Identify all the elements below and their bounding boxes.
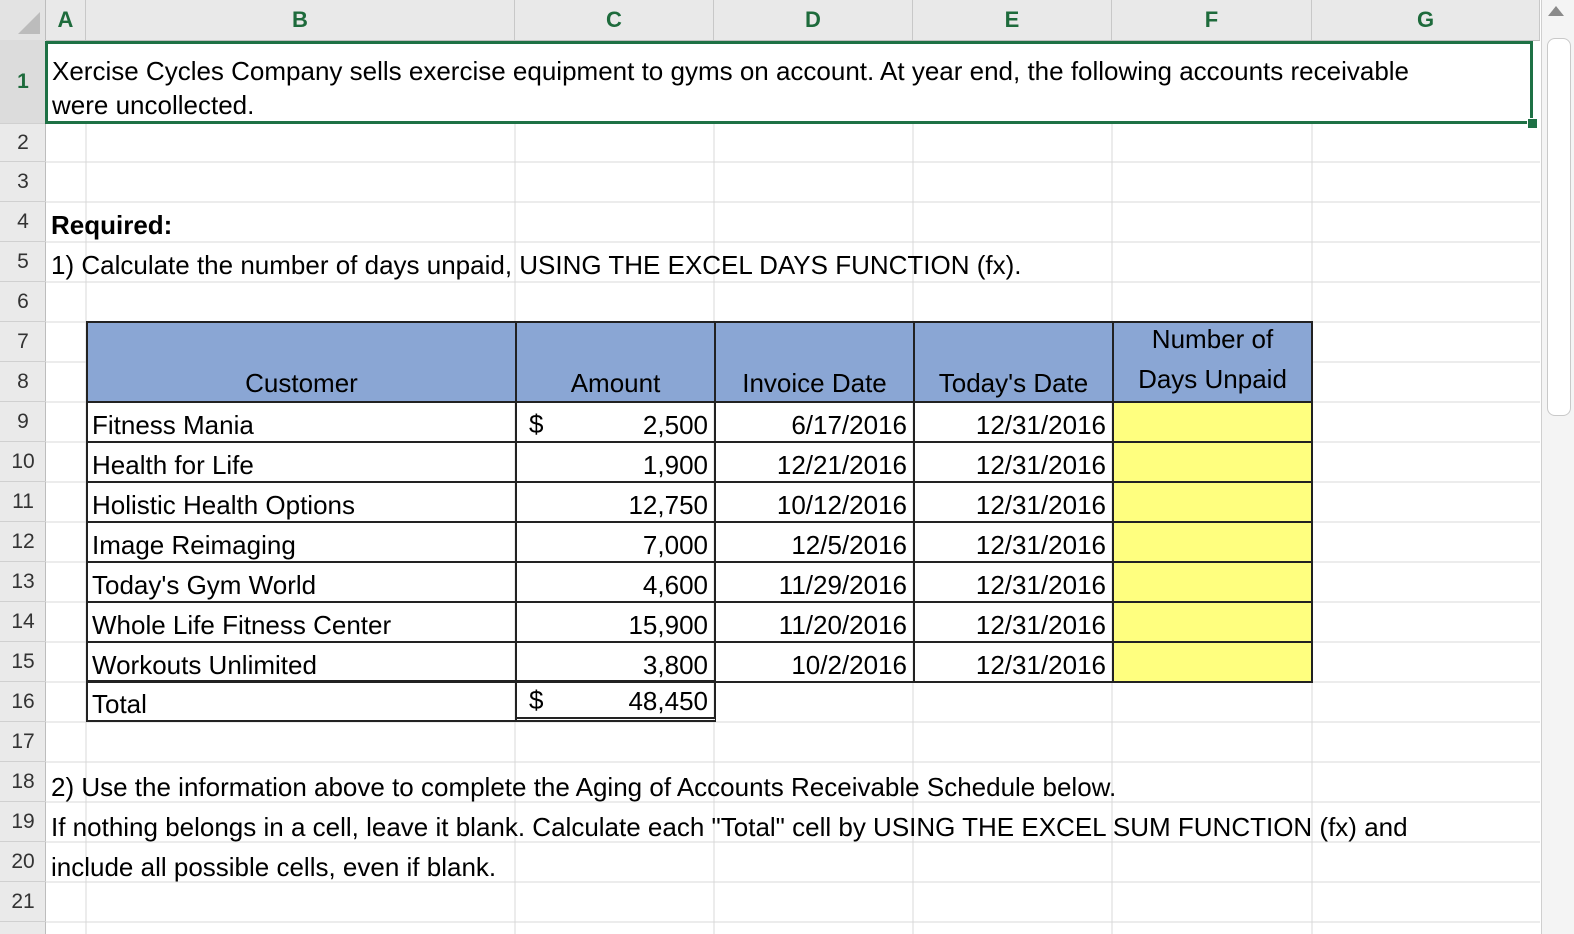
amount-value: 15,900 (628, 610, 708, 640)
total-amount: 48,450 (628, 686, 708, 716)
customer-value: Workouts Unlimited (92, 650, 317, 680)
column-header-f[interactable]: F (1112, 0, 1312, 40)
invoice-date-value: 11/20/2016 (778, 610, 907, 640)
days-unpaid-input[interactable] (1112, 401, 1313, 443)
total-label[interactable]: Total (86, 680, 517, 722)
amount-cell[interactable] (515, 441, 716, 483)
invoice-date-cell[interactable] (714, 521, 915, 563)
row-header-1[interactable]: 1 (0, 40, 46, 124)
scroll-up-icon[interactable] (1548, 6, 1564, 16)
amount-cell[interactable] (515, 641, 716, 683)
invoice-date-cell[interactable] (714, 481, 915, 523)
days-unpaid-input[interactable] (1112, 481, 1313, 523)
row-header-19[interactable]: 19 (0, 802, 46, 842)
customer-value: Fitness Mania (92, 410, 254, 440)
todays-date-cell[interactable] (913, 401, 1114, 443)
todays-date-cell[interactable] (913, 561, 1114, 603)
invoice-date-value: 12/5/2016 (791, 530, 907, 560)
instruction-3: If nothing belongs in a cell, leave it blank. Calculate each "Total" cell by USING THE EXCEL SUM FUNCTION (fx) and (51, 812, 1408, 842)
amount-cell[interactable] (515, 481, 716, 523)
customer-value: Image Reimaging (92, 530, 296, 560)
header-days-line-1: Number of (1151, 324, 1274, 354)
amount-cell[interactable] (515, 601, 716, 643)
amount-cell[interactable] (515, 521, 716, 563)
invoice-date-cell[interactable] (714, 641, 915, 683)
intro-line-1: Xercise Cycles Company sells exercise equipment to gyms on account. At year end, the following accounts receivable (52, 56, 1410, 86)
row-header-14[interactable]: 14 (0, 602, 46, 642)
row-header-11[interactable]: 11 (0, 482, 46, 522)
instruction-4: include all possible cells, even if blank. (51, 852, 497, 882)
customer-cell[interactable] (86, 481, 517, 523)
column-header-c[interactable]: C (515, 0, 714, 40)
customer-value: Whole Life Fitness Center (92, 610, 392, 640)
amount-value: 7,000 (642, 530, 708, 560)
header-todays-date[interactable]: Today's Date (913, 321, 1114, 403)
amount-value: 4,600 (642, 570, 708, 600)
invoice-date-value: 12/21/2016 (776, 450, 907, 480)
row-header-8[interactable]: 8 (0, 362, 46, 402)
instruction-2: 2) Use the information above to complete the Aging of Accounts Receivable Schedule below. (51, 772, 1117, 802)
amount-cell[interactable] (515, 561, 716, 603)
invoice-date-cell[interactable] (714, 561, 915, 603)
row-header-5[interactable]: 5 (0, 242, 46, 282)
intro-line-2: were uncollected. (52, 90, 255, 120)
days-unpaid-input[interactable] (1112, 441, 1313, 483)
invoice-date-value: 6/17/2016 (791, 410, 907, 440)
customer-cell[interactable] (86, 441, 517, 483)
row-header-15[interactable]: 15 (0, 642, 46, 682)
row-header-21[interactable]: 21 (0, 882, 46, 922)
fill-handle[interactable] (1527, 118, 1538, 129)
customer-value: Today's Gym World (92, 570, 317, 600)
todays-date-cell[interactable] (913, 601, 1114, 643)
row-header-3[interactable]: 3 (0, 162, 46, 202)
header-customer[interactable]: Customer (86, 321, 517, 403)
header-days-unpaid[interactable] (1112, 321, 1313, 403)
total-dollar-sign: $ (529, 685, 544, 715)
days-unpaid-input[interactable] (1112, 561, 1313, 603)
customer-cell[interactable] (86, 521, 517, 563)
row-header-9[interactable]: 9 (0, 402, 46, 442)
todays-date-value: 12/31/2016 (975, 570, 1106, 600)
todays-date-cell[interactable] (913, 441, 1114, 483)
invoice-date-cell[interactable] (714, 601, 915, 643)
row-header-13[interactable]: 13 (0, 562, 46, 602)
amount-cell[interactable] (515, 401, 716, 443)
invoice-date-cell[interactable] (714, 441, 915, 483)
column-header-b[interactable]: B (86, 0, 515, 40)
amount-value: 12,750 (628, 490, 708, 520)
customer-cell[interactable] (86, 641, 517, 683)
column-header-d[interactable]: D (714, 0, 913, 40)
todays-date-value: 12/31/2016 (975, 450, 1106, 480)
todays-date-value: 12/31/2016 (975, 610, 1106, 640)
scrollbar-thumb[interactable] (1547, 38, 1571, 416)
todays-date-value: 12/31/2016 (975, 650, 1106, 680)
row-header-2[interactable]: 2 (0, 124, 46, 162)
instruction-1: 1) Calculate the number of days unpaid, USING THE EXCEL DAYS FUNCTION (fx). (51, 250, 1022, 280)
row-header-4[interactable]: 4 (0, 202, 46, 242)
days-unpaid-input[interactable] (1112, 521, 1313, 563)
row-header-6[interactable]: 6 (0, 282, 46, 322)
header-days-line-2: Days Unpaid (1138, 364, 1287, 394)
total-amount-cell[interactable] (515, 680, 716, 722)
required-label: Required: (51, 210, 173, 240)
todays-date-value: 12/31/2016 (975, 530, 1106, 560)
amount-value: 1,900 (642, 450, 708, 480)
dollar-sign: $ (529, 409, 544, 439)
customer-cell[interactable] (86, 401, 517, 443)
customer-cell[interactable] (86, 601, 517, 643)
days-unpaid-input[interactable] (1112, 601, 1313, 643)
row-header-17[interactable]: 17 (0, 722, 46, 762)
todays-date-value: 12/31/2016 (975, 490, 1106, 520)
header-invoice-date[interactable]: Invoice Date (714, 321, 915, 403)
row-header-12[interactable]: 12 (0, 522, 46, 562)
todays-date-cell[interactable] (913, 641, 1114, 683)
invoice-date-cell[interactable] (714, 401, 915, 443)
days-unpaid-input[interactable] (1112, 641, 1313, 683)
selected-cell-a1[interactable] (45, 41, 1533, 124)
invoice-date-value: 10/12/2016 (776, 490, 907, 520)
todays-date-value: 12/31/2016 (975, 410, 1106, 440)
customer-value: Holistic Health Options (92, 490, 355, 520)
customer-cell[interactable] (86, 561, 517, 603)
customer-value: Health for Life (92, 450, 254, 480)
invoice-date-value: 11/29/2016 (778, 570, 907, 600)
column-header-a[interactable]: A (46, 0, 86, 40)
row-header-16[interactable]: 16 (0, 682, 46, 722)
row-header-18[interactable]: 18 (0, 762, 46, 802)
row-header-10[interactable]: 10 (0, 442, 46, 482)
todays-date-cell[interactable] (913, 481, 1114, 523)
invoice-date-value: 10/2/2016 (791, 650, 907, 680)
column-header-e[interactable]: E (913, 0, 1112, 40)
header-amount[interactable]: Amount (515, 321, 716, 403)
amount-value: 2,500 (642, 410, 708, 440)
row-header-20[interactable]: 20 (0, 842, 46, 882)
row-header-7[interactable]: 7 (0, 322, 46, 362)
column-header-g[interactable]: G (1312, 0, 1540, 40)
todays-date-cell[interactable] (913, 521, 1114, 563)
amount-value: 3,800 (642, 650, 708, 680)
select-all-icon (18, 12, 40, 34)
select-all-corner[interactable] (0, 0, 46, 40)
